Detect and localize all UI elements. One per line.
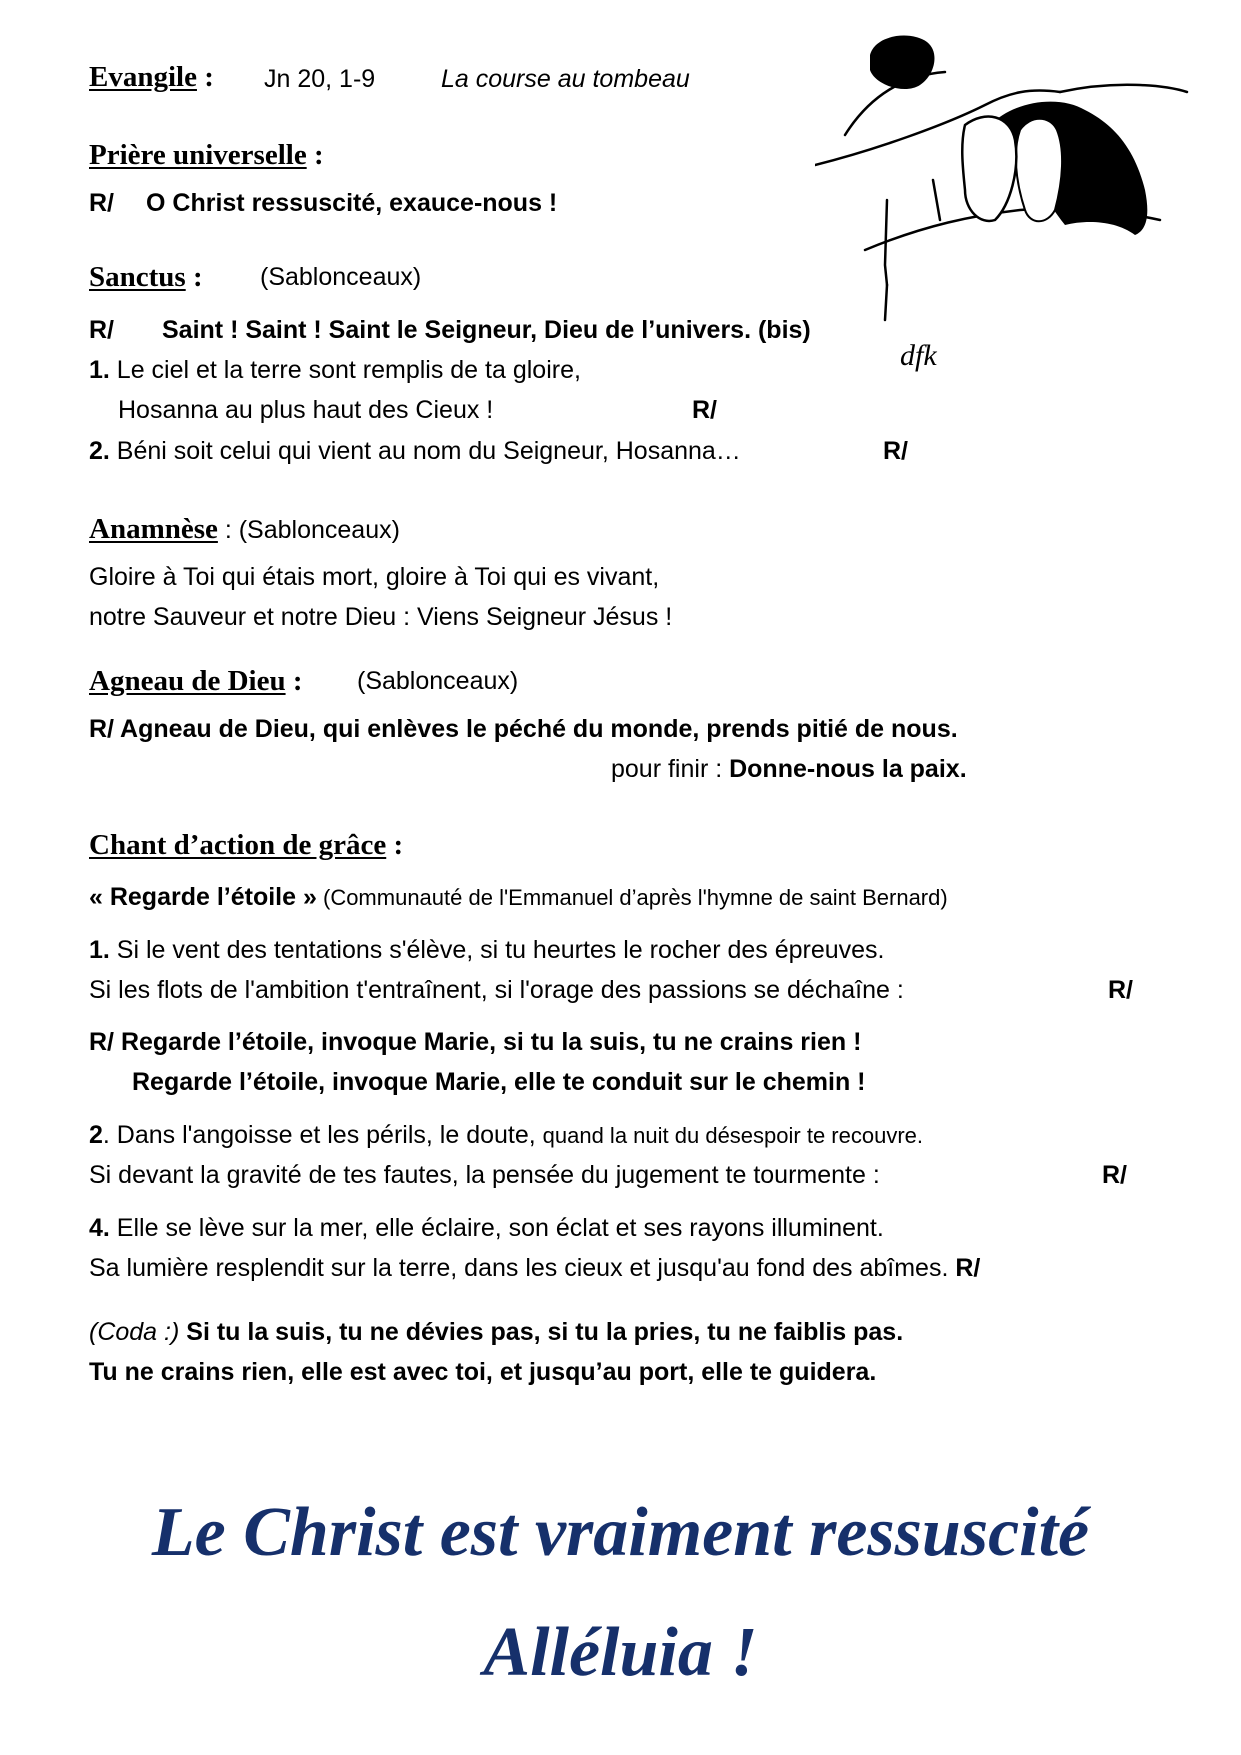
sanctus-v1-num: 1. xyxy=(89,356,110,384)
evangile-ref: Jn 20, 1-9 xyxy=(264,65,376,93)
sanctus-verse-1-line-2: Hosanna au plus haut des Cieux ! xyxy=(118,396,494,424)
sanctus-source: (Sablonceaux) xyxy=(260,263,422,291)
agneau-title: Agneau de Dieu xyxy=(89,665,286,697)
chant-song-title: « Regarde l’étoile » xyxy=(89,883,317,911)
sanctus-refrain-mark: R/ xyxy=(89,316,114,344)
chant-v4-refrain-mark: R/ xyxy=(955,1254,981,1282)
priere-title: Prière universelle xyxy=(89,139,307,171)
chant-verse-4-line-2 xyxy=(89,1253,980,1283)
evangile-sep: : xyxy=(196,61,214,93)
priere-refrain-mark: R/ xyxy=(89,189,114,217)
sanctus-v2-refrain-mark: R/ xyxy=(883,437,908,465)
chant-verse-1-line-2: Si les flots de l'ambition t'entraînent, si l'orage des passions se déchaîne : xyxy=(89,976,904,1004)
chant-v1-num: 1. xyxy=(89,936,110,964)
chant-refrain-line-1: R/ Regarde l’étoile, invoque Marie, si tu la suis, tu ne crains rien ! xyxy=(89,1028,862,1056)
sanctus-title: Sanctus xyxy=(89,261,186,293)
chant-v2-text-b: quand la nuit du désespoir te recouvre. xyxy=(542,1123,923,1148)
chant-refrain-line-2: Regarde l’étoile, invoque Marie, elle te conduit sur le chemin ! xyxy=(132,1068,866,1096)
closing-line-1: Le Christ est vraiment ressuscité xyxy=(151,1494,1090,1571)
chant-verse-1-line-1 xyxy=(89,935,885,965)
evangile-line xyxy=(89,62,214,93)
priere-sep: : xyxy=(306,139,324,171)
agneau-heading xyxy=(89,666,303,697)
agneau-source: (Sablonceaux) xyxy=(357,667,519,695)
agneau-finir-text: Donne-nous la paix. xyxy=(729,755,967,783)
anamnese-sep: : xyxy=(217,516,239,544)
chant-song-heading xyxy=(89,882,948,913)
anamnese-line-1: Gloire à Toi qui étais mort, gloire à Toi qui es vivant, xyxy=(89,563,660,591)
chant-verse-2-line-2: Si devant la gravité de tes fautes, la pensée du jugement te tourmente : xyxy=(89,1161,880,1189)
agneau-refrain: R/ Agneau de Dieu, qui enlèves le péché du monde, prends pitié de nous. xyxy=(89,715,958,743)
chant-v1-refrain-mark: R/ xyxy=(1108,976,1133,1004)
chant-coda-line-1 xyxy=(89,1317,903,1347)
anamnese-heading xyxy=(89,514,400,545)
sanctus-v2-num: 2. xyxy=(89,437,110,465)
tomb-illustration xyxy=(815,30,1190,390)
chant-coda-text-1: Si tu la suis, tu ne dévies pas, si tu la pries, tu ne faiblis pas. xyxy=(186,1318,904,1346)
chant-title: Chant d’action de grâce xyxy=(89,829,387,861)
chant-coda-line-2: Tu ne crains rien, elle est avec toi, et jusqu’au port, elle te guidera. xyxy=(89,1358,877,1386)
chant-v1-text: Si le vent des tentations s'élève, si tu heurtes le rocher des épreuves. xyxy=(109,936,885,964)
priere-heading xyxy=(89,140,324,171)
chant-v2-refrain-mark: R/ xyxy=(1102,1161,1127,1189)
chant-verse-2-line-1 xyxy=(89,1120,923,1151)
priere-refrain: O Christ ressuscité, exauce-nous ! xyxy=(146,189,558,217)
chant-v4-text-2: Sa lumière resplendit sur la terre, dans les cieux et jusqu'au fond des abîmes. xyxy=(89,1254,956,1282)
chant-v2-text-a: . Dans l'angoisse et les périls, le doute, xyxy=(102,1121,543,1149)
chant-song-source: (Communauté de l'Emmanuel d’après l'hymne de saint Bernard) xyxy=(316,885,948,910)
sanctus-heading xyxy=(89,262,203,293)
sanctus-sep: : xyxy=(185,261,203,293)
sanctus-verse-2 xyxy=(89,436,741,466)
chant-heading xyxy=(89,830,403,861)
agneau-finir-label: pour finir : xyxy=(611,755,730,783)
chant-v4-text: Elle se lève sur la mer, elle éclaire, son éclat et ses rayons illuminent. xyxy=(109,1214,884,1242)
illustration-signature: dfk xyxy=(900,339,937,372)
closing-line-2: Alléluia ! xyxy=(483,1614,758,1691)
sanctus-v2-text: Béni soit celui qui vient au nom du Seigneur, Hosanna… xyxy=(109,437,741,465)
agneau-finir xyxy=(611,754,967,784)
anamnese-source: (Sablonceaux) xyxy=(238,516,400,544)
evangile-subtitle: La course au tombeau xyxy=(441,65,690,93)
evangile-title: Evangile xyxy=(89,61,197,93)
chant-v4-num: 4. xyxy=(89,1214,110,1242)
chant-sep: : xyxy=(386,829,404,861)
anamnese-line-2: notre Sauveur et notre Dieu : Viens Seigneur Jésus ! xyxy=(89,603,673,631)
anamnese-title: Anamnèse xyxy=(89,513,218,545)
sanctus-v1-refrain-mark: R/ xyxy=(692,396,717,424)
sanctus-refrain: Saint ! Saint ! Saint le Seigneur, Dieu de l’univers. (bis) xyxy=(162,316,811,344)
sanctus-verse-1-line-1 xyxy=(89,355,581,385)
chant-v2-num: 2 xyxy=(89,1121,103,1149)
agneau-sep: : xyxy=(285,665,303,697)
chant-coda-label: (Coda :) xyxy=(89,1318,187,1346)
chant-verse-4-line-1 xyxy=(89,1213,884,1243)
sanctus-v1-text: Le ciel et la terre sont remplis de ta gloire, xyxy=(109,356,581,384)
